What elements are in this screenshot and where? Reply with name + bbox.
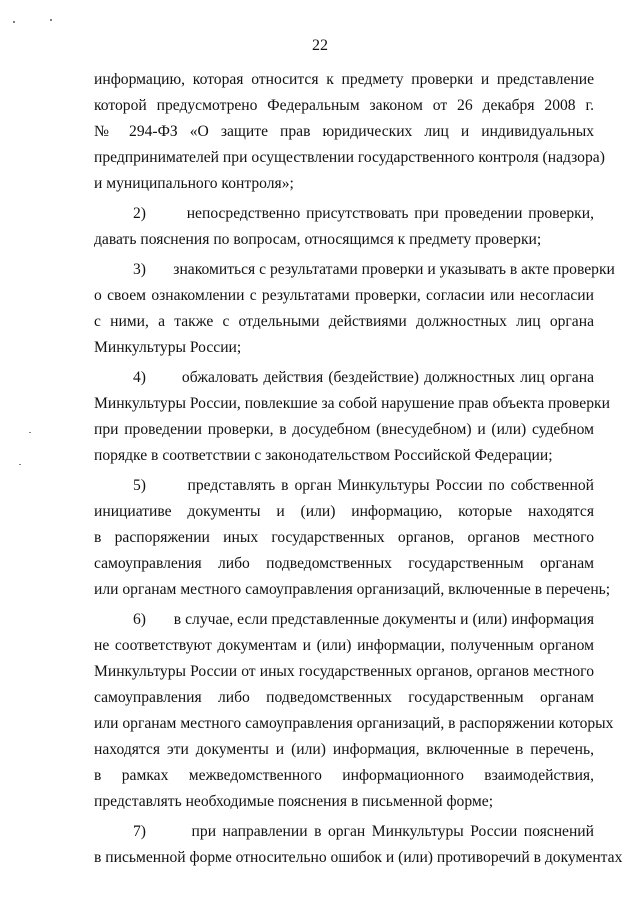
scan-speck	[19, 464, 21, 465]
text-line: 3) знакомиться с результатами проверки и указывать в акте проверки	[133, 261, 615, 278]
text-line: 2) непосредственно присутствовать при проведении проверки,	[133, 205, 594, 222]
text-line: при проведении проверки, в досудебном (внесудебном) и (или) судебном	[94, 421, 594, 438]
text-line: Минкультуры России, повлекшие за собой нарушение прав объекта проверки	[94, 395, 610, 412]
text-line: или органам местного самоуправления организаций, включенные в перечень;	[94, 581, 611, 598]
scan-speck	[13, 21, 15, 23]
text-line: информацию, которая относится к предмету проверки и представление	[94, 71, 594, 88]
text-line: Минкультуры России от иных государственных органов, органов местного	[94, 663, 594, 680]
text-line: о своем ознакомлении с результатами проверки, согласии или несогласии	[94, 287, 594, 304]
text-line: 5) представлять в орган Минкультуры России по собственной	[133, 477, 594, 494]
text-line: 6) в случае, если представленные документы и (или) информация	[133, 611, 594, 628]
page-number: 22	[312, 37, 328, 54]
paragraph	[94, 257, 615, 361]
text-line: порядке в соответствии с законодательством Российской Федерации;	[94, 447, 553, 464]
text-line: самоуправления либо подведомственных государственным органам	[94, 555, 594, 572]
document-body	[94, 67, 623, 871]
text-line: Минкультуры России;	[94, 339, 242, 356]
text-line: 7) при направлении в орган Минкультуры России пояснений	[133, 823, 594, 840]
scan-speck	[29, 432, 31, 433]
text-line: находятся эти документы и (или) информация, включенные в перечень,	[94, 741, 594, 758]
text-line: представлять необходимые пояснения в письменной форме;	[94, 793, 494, 810]
scan-speck	[50, 19, 52, 21]
paragraph	[94, 67, 605, 197]
text-line: в письменной форме относительно ошибок и (или) противоречий в документах	[94, 849, 623, 866]
text-line: которой предусмотрено Федеральным законом от 26 декабря 2008 г.	[94, 97, 594, 114]
text-line: или органам местного самоуправления организаций, в распоряжении которых	[94, 715, 614, 732]
text-line: давать пояснения по вопросам, относящимся к предмету проверки;	[94, 231, 542, 248]
paragraph	[94, 607, 614, 815]
text-line: не соответствуют документам и (или) информации, полученным органом	[94, 637, 594, 654]
text-line: в рамках межведомственного информационного взаимодействия,	[94, 767, 594, 784]
paragraph	[94, 473, 611, 603]
paragraph	[94, 201, 594, 253]
paragraph	[94, 819, 623, 871]
text-line: самоуправления либо подведомственных государственным органам	[94, 689, 594, 706]
text-line: предпринимателей при осуществлении государственного контроля (надзора)	[94, 149, 605, 166]
text-line: № 294-ФЗ «О защите прав юридических лиц и индивидуальных	[94, 123, 594, 140]
text-line: инициативе документы и (или) информацию, которые находятся	[94, 503, 594, 520]
text-line: 4) обжаловать действия (бездействие) должностных лиц органа	[133, 369, 594, 386]
text-line: с ними, а также с отдельными действиями должностных лиц органа	[94, 313, 594, 330]
text-line: в распоряжении иных государственных органов, органов местного	[94, 529, 594, 546]
text-line: и муниципального контроля»;	[94, 175, 294, 192]
paragraph	[94, 365, 610, 469]
